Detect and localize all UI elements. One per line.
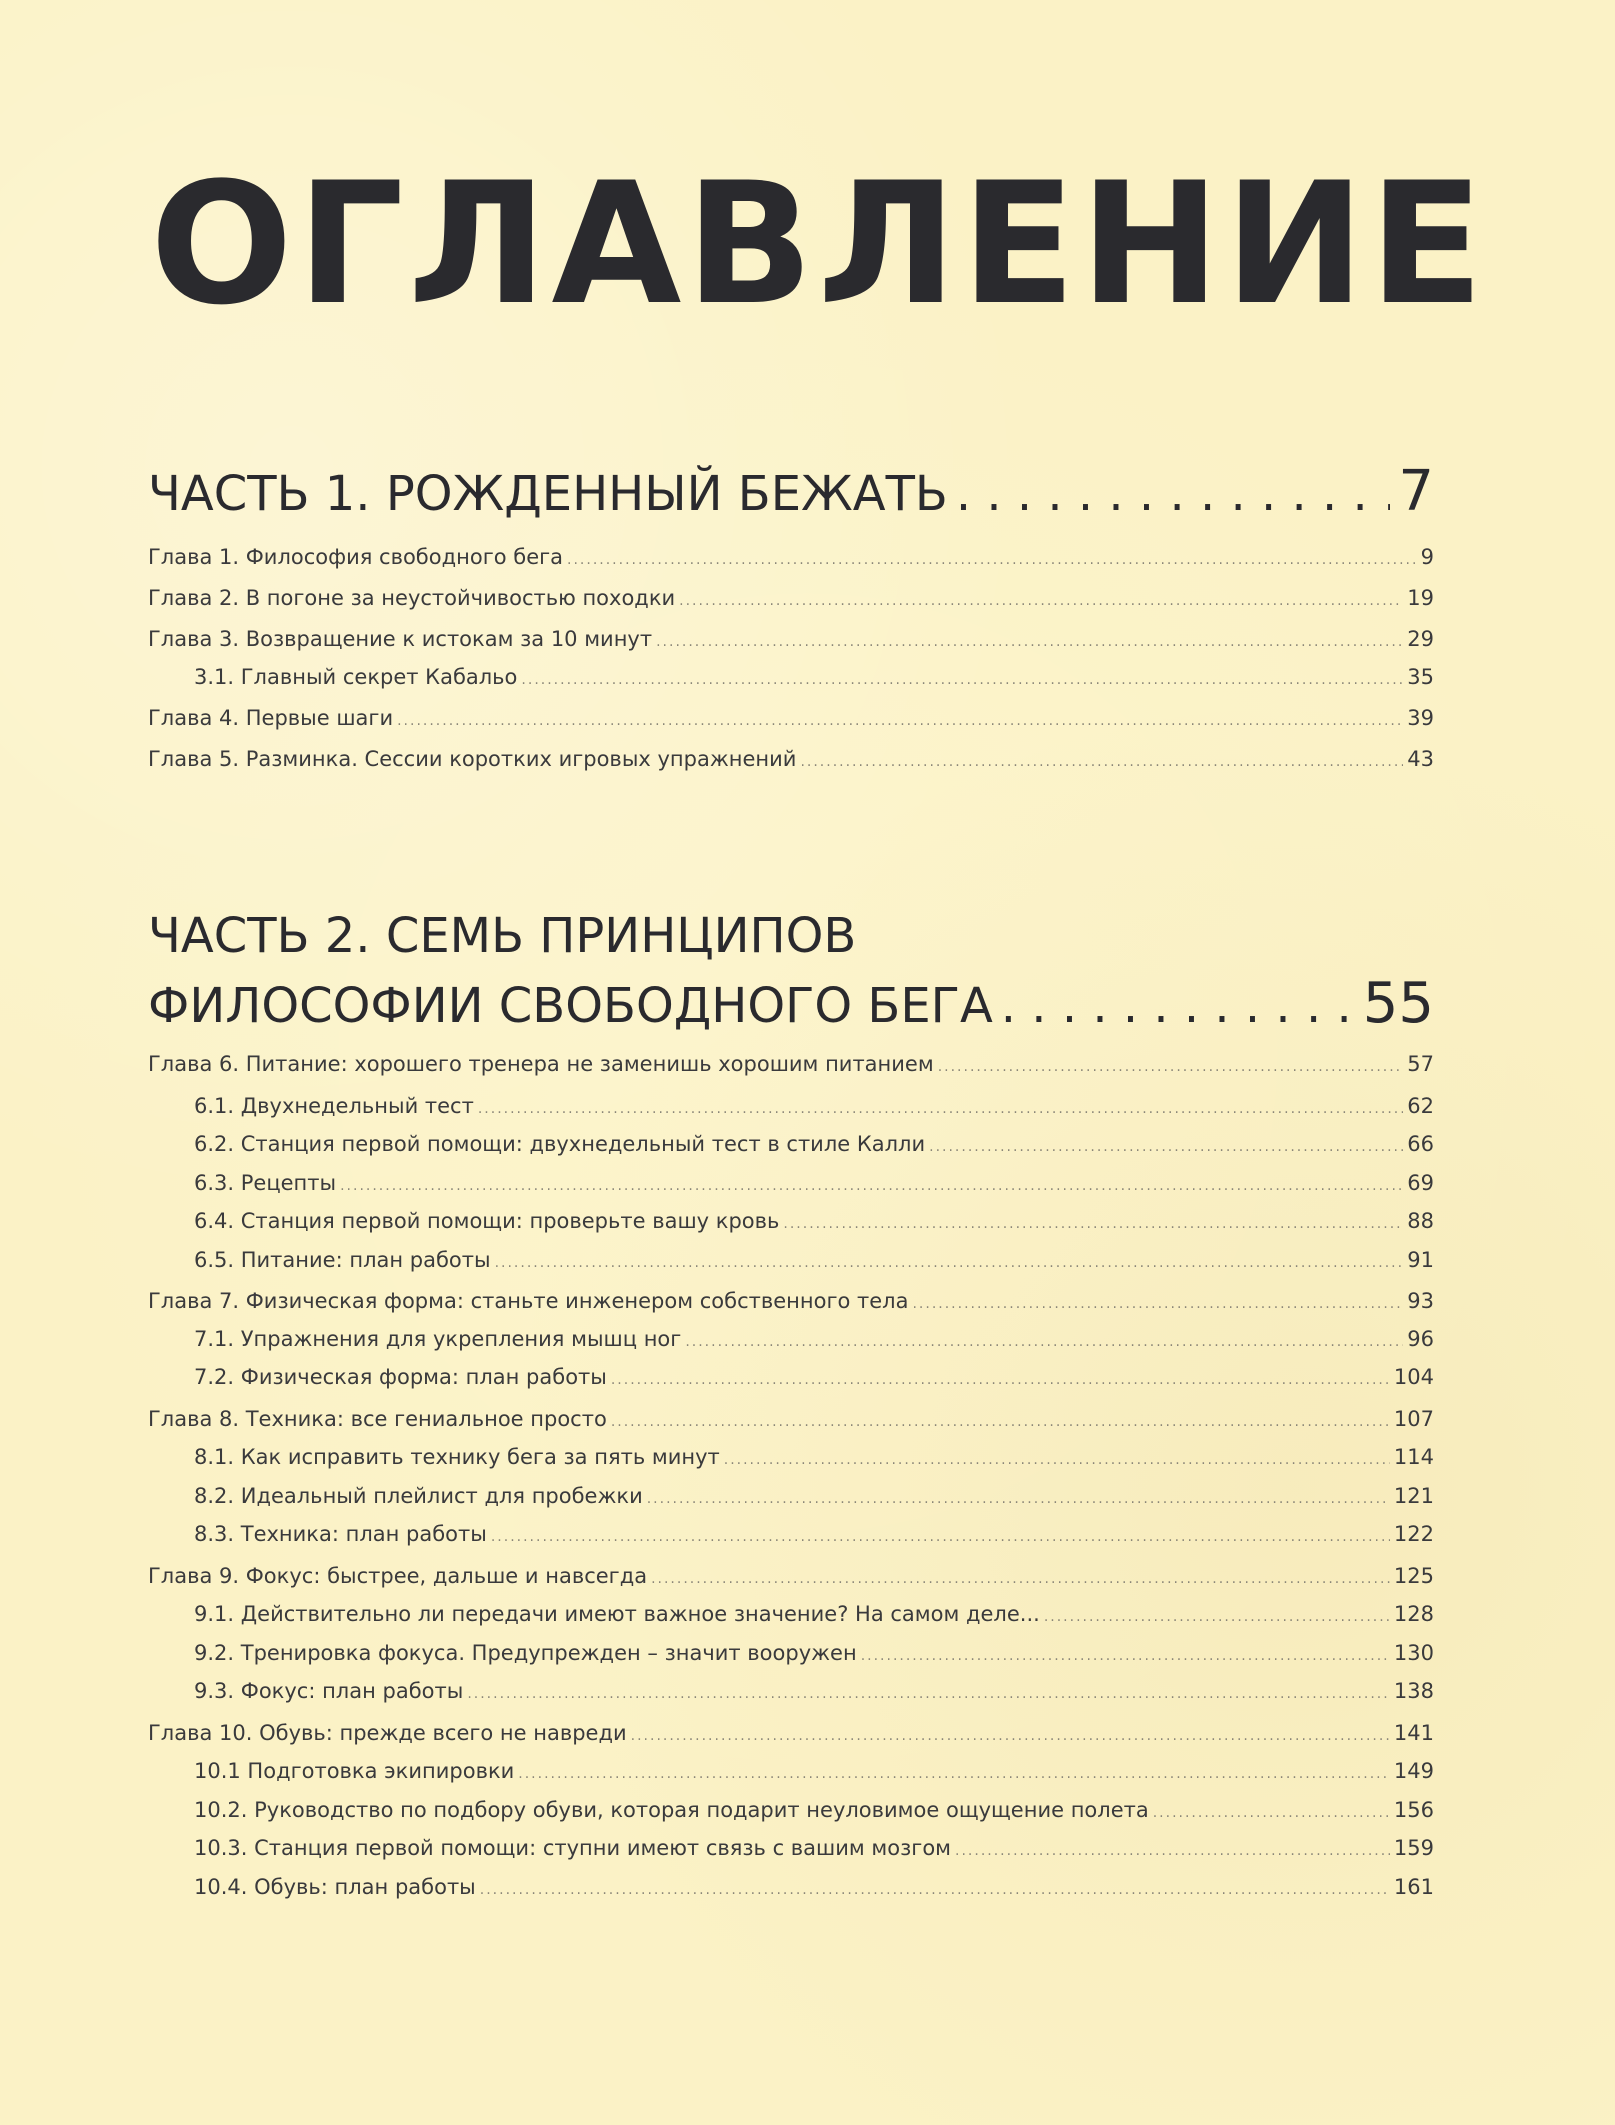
toc-entry-label: 9.1. Действительно ли передачи имеют важное значение? На самом деле... (194, 1602, 1040, 1626)
toc-entry[interactable] (148, 1052, 1434, 1094)
leader-dots (611, 1414, 1390, 1430)
part-title-line-1: ЧАСТЬ 2. СЕМЬ ПРИНЦИПОВ (148, 908, 857, 964)
leader-dots (783, 1216, 1403, 1232)
toc-entry[interactable] (148, 1564, 1434, 1602)
toc-entry-page: 96 (1407, 1327, 1434, 1351)
toc-entry-label: Глава 3. Возвращение к истокам за 10 минут (148, 627, 653, 651)
toc-entry[interactable] (148, 1759, 1434, 1798)
toc-entry-label: 9.2. Тренировка фокуса. Предупрежден – значит вооружен (194, 1641, 857, 1665)
leader-dots (1001, 976, 1355, 1036)
part-title-line-2: ФИЛОСОФИИ СВОБОДНОГО БЕГА (148, 978, 993, 1034)
toc-entry[interactable] (148, 1289, 1434, 1327)
part-2-toc-list (148, 1052, 1434, 1914)
part-1-heading[interactable] (148, 459, 1434, 524)
leader-dots (656, 634, 1403, 650)
toc-entry[interactable] (148, 1641, 1434, 1679)
part-page-number: 55 (1362, 971, 1434, 1036)
toc-entry[interactable] (148, 1445, 1434, 1484)
leader-dots (1153, 1805, 1390, 1821)
leader-dots (912, 1296, 1403, 1312)
toc-entry-label: Глава 1. Философия свободного бега (148, 545, 564, 569)
toc-entry-page: 128 (1393, 1602, 1434, 1626)
toc-entry-page: 35 (1407, 665, 1434, 689)
leader-dots (467, 1686, 1390, 1702)
toc-entry-page: 39 (1407, 706, 1434, 730)
toc-entry-label: 9.3. Фокус: план работы (194, 1679, 464, 1703)
toc-entry-page: 125 (1393, 1564, 1434, 1588)
toc-entry[interactable] (148, 1248, 1434, 1289)
toc-entry-label: 10.3. Станция первой помощи: ступни имеют связь с вашим мозгом (194, 1836, 952, 1860)
toc-entry-page: 93 (1407, 1289, 1434, 1313)
toc-entry[interactable] (148, 1798, 1434, 1836)
toc-entry-page: 149 (1393, 1759, 1434, 1783)
toc-entry-label: Глава 9. Фокус: быстрее, дальше и навсегда (148, 1564, 648, 1588)
toc-entry-page: 121 (1393, 1484, 1434, 1508)
toc-entry-label: 10.2. Руководство по подбору обуви, которая подарит неуловимое ощущение полета (194, 1798, 1149, 1822)
toc-entry-label: 3.1. Главный секрет Кабальо (194, 665, 518, 689)
toc-entry[interactable] (148, 665, 1434, 706)
toc-entry[interactable] (148, 706, 1434, 747)
toc-entry-page: 159 (1393, 1836, 1434, 1860)
toc-entry-page: 19 (1407, 586, 1434, 610)
toc-entry-page: 138 (1393, 1679, 1434, 1703)
leader-dots (491, 1529, 1390, 1545)
toc-entry-page: 88 (1407, 1209, 1434, 1233)
leader-dots (861, 1648, 1390, 1664)
page-title: ОГЛАВЛЕНИЕ (150, 146, 1488, 342)
toc-entry-label: Глава 8. Техника: все гениальное просто (148, 1407, 607, 1431)
toc-entry-label: 8.3. Техника: план работы (194, 1522, 487, 1546)
leader-dots (495, 1255, 1404, 1271)
toc-entry-label: Глава 2. В погоне за неустойчивостью походки (148, 586, 676, 610)
leader-dots (651, 1571, 1390, 1587)
toc-entry[interactable] (148, 545, 1434, 586)
toc-entry-page: 130 (1393, 1641, 1434, 1665)
toc-entry-page: 91 (1407, 1248, 1434, 1272)
toc-entry-page: 29 (1407, 627, 1434, 651)
toc-entry[interactable] (148, 627, 1434, 665)
toc-entry-page: 69 (1407, 1171, 1434, 1195)
leader-dots (647, 1491, 1390, 1507)
toc-entry[interactable] (148, 1171, 1434, 1209)
leader-dots (340, 1178, 1403, 1194)
toc-entry-label: Глава 5. Разминка. Сессии коротких игровых упражнений (148, 747, 797, 771)
toc-entry-page: 114 (1393, 1445, 1434, 1469)
toc-entry[interactable] (148, 1365, 1434, 1407)
leader-dots (478, 1101, 1403, 1117)
toc-entry-page: 156 (1393, 1798, 1434, 1822)
toc-entry-label: 6.5. Питание: план работы (194, 1248, 491, 1272)
leader-dots (929, 1139, 1403, 1155)
toc-entry-label: 8.2. Идеальный плейлист для пробежки (194, 1484, 643, 1508)
toc-entry-label: 6.2. Станция первой помощи: двухнедельный тест в стиле Калли (194, 1132, 926, 1156)
toc-entry-page: 122 (1393, 1522, 1434, 1546)
toc-entry[interactable] (148, 1094, 1434, 1132)
part-1-toc-list (148, 545, 1434, 788)
toc-entry-label: 7.1. Упражнения для укрепления мышц ног (194, 1327, 682, 1351)
toc-entry-label: Глава 4. Первые шаги (148, 706, 394, 730)
part-title: ЧАСТЬ 1. РОЖДЕННЫЙ БЕЖАТЬ (148, 466, 948, 522)
toc-entry-page: 107 (1393, 1407, 1434, 1431)
leader-dots (724, 1452, 1390, 1468)
toc-entry[interactable] (148, 1875, 1434, 1914)
toc-entry-page: 66 (1407, 1132, 1434, 1156)
toc-entry[interactable] (148, 586, 1434, 627)
leader-dots (521, 672, 1403, 688)
part-2-heading[interactable] (148, 906, 1434, 1036)
leader-dots (800, 754, 1403, 770)
toc-entry-page: 43 (1407, 747, 1434, 771)
toc-entry[interactable] (148, 1602, 1434, 1641)
toc-entry[interactable] (148, 1721, 1434, 1759)
toc-entry-page: 62 (1407, 1094, 1434, 1118)
toc-entry-label: Глава 10. Обувь: прежде всего не навреди (148, 1721, 627, 1745)
leader-dots (567, 552, 1417, 568)
toc-entry[interactable] (148, 747, 1434, 788)
part-page-number: 7 (1398, 459, 1434, 524)
toc-entry[interactable] (148, 1407, 1434, 1445)
toc-entry[interactable] (148, 1484, 1434, 1522)
toc-entry-label: 10.1 Подготовка экипировки (194, 1759, 515, 1783)
leader-dots (397, 713, 1403, 729)
toc-entry-label: Глава 7. Физическая форма: станьте инженером собственного тела (148, 1289, 909, 1313)
toc-entry-label: 8.1. Как исправить технику бега за пять минут (194, 1445, 720, 1469)
toc-entry-label: 7.2. Физическая форма: план работы (194, 1365, 607, 1389)
leader-dots (631, 1728, 1390, 1744)
toc-entry[interactable] (148, 1132, 1434, 1171)
toc-entry-page: 141 (1393, 1721, 1434, 1745)
toc-entry-label: 6.1. Двухнедельный тест (194, 1094, 474, 1118)
toc-entry[interactable] (148, 1522, 1434, 1564)
toc-entry-page: 57 (1407, 1052, 1434, 1076)
leader-dots (956, 464, 1391, 524)
toc-entry-label: 6.3. Рецепты (194, 1171, 337, 1195)
toc-entry[interactable] (148, 1327, 1434, 1365)
leader-dots (955, 1843, 1390, 1859)
toc-entry-page: 9 (1420, 545, 1434, 569)
leader-dots (685, 1334, 1403, 1350)
leader-dots (1044, 1609, 1390, 1625)
toc-entry[interactable] (148, 1836, 1434, 1875)
leader-dots (938, 1059, 1404, 1075)
leader-dots (679, 593, 1403, 609)
toc-entry-label: 10.4. Обувь: план работы (194, 1875, 476, 1899)
toc-entry[interactable] (148, 1679, 1434, 1721)
leader-dots (518, 1766, 1390, 1782)
toc-entry-page: 104 (1393, 1365, 1434, 1389)
toc-entry[interactable] (148, 1209, 1434, 1248)
toc-entry-label: 6.4. Станция первой помощи: проверьте вашу кровь (194, 1209, 780, 1233)
toc-entry-page: 161 (1393, 1875, 1434, 1899)
toc-entry-label: Глава 6. Питание: хорошего тренера не заменишь хорошим питанием (148, 1052, 934, 1076)
leader-dots (480, 1882, 1390, 1898)
leader-dots (611, 1372, 1390, 1388)
